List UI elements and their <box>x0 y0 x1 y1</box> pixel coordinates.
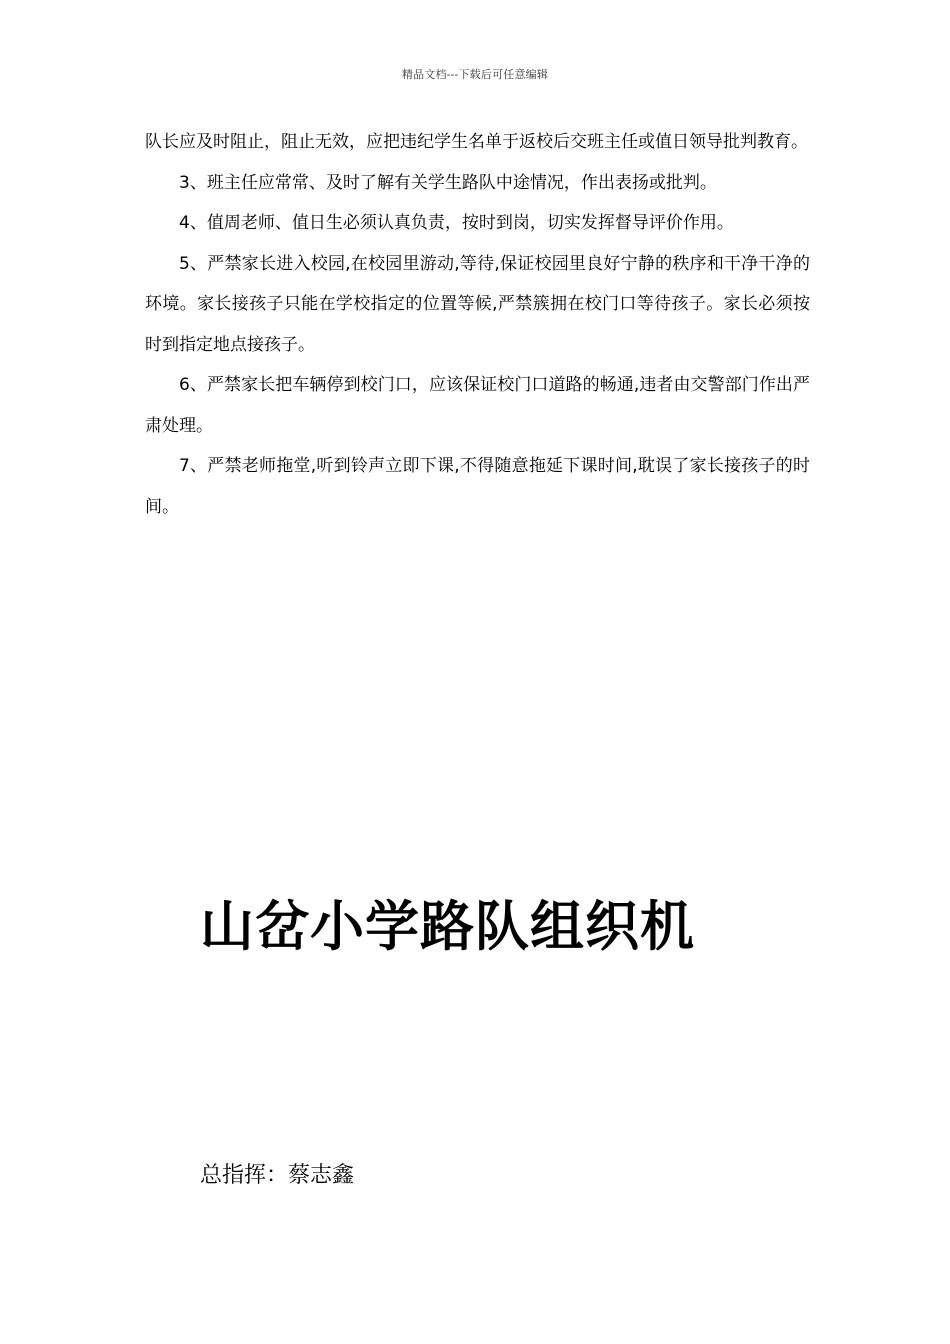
paragraph-item-5: 5、严禁家长进入校园,在校园里游动,等待,保证校园里良好宁静的秩序和干净干净的环境。家长接孩子只能在学校指定的位置等候,严禁簇拥在校门口等待孩子。家长必须按时到指定地点接孩子。 <box>145 253 810 355</box>
paragraph-item-4: 4、值周老师、值日生必须认真负责，按时到岗，切实发挥督导评价作用。 <box>179 213 734 233</box>
commander-line: 总指挥：蔡志鑫 <box>200 1163 355 1188</box>
paragraph-item-7: 7、严禁老师拖堂,听到铃声立即下课,不得随意拖延下课时间,耽误了家长接孩子的时间。 <box>145 456 810 517</box>
document-title: 山岔小学路队组织机 <box>200 895 695 958</box>
paragraph-continuation: 队长应及时阻止，阻止无效，应把违纪学生名单于返校后交班主任或值日领导批判教育。 <box>145 132 808 152</box>
body-text <box>145 122 810 527</box>
paragraph-item-6: 6、严禁家长把车辆停到校门口，应该保证校门口道路的畅通,违者由交警部门作出严肃处理。 <box>145 375 810 436</box>
paragraph-item-3: 3、班主任应常常、及时了解有关学生路队中途情况，作出表扬或批判。 <box>179 172 717 193</box>
header-note: 精品文档---下载后可任意编辑 <box>401 68 549 81</box>
